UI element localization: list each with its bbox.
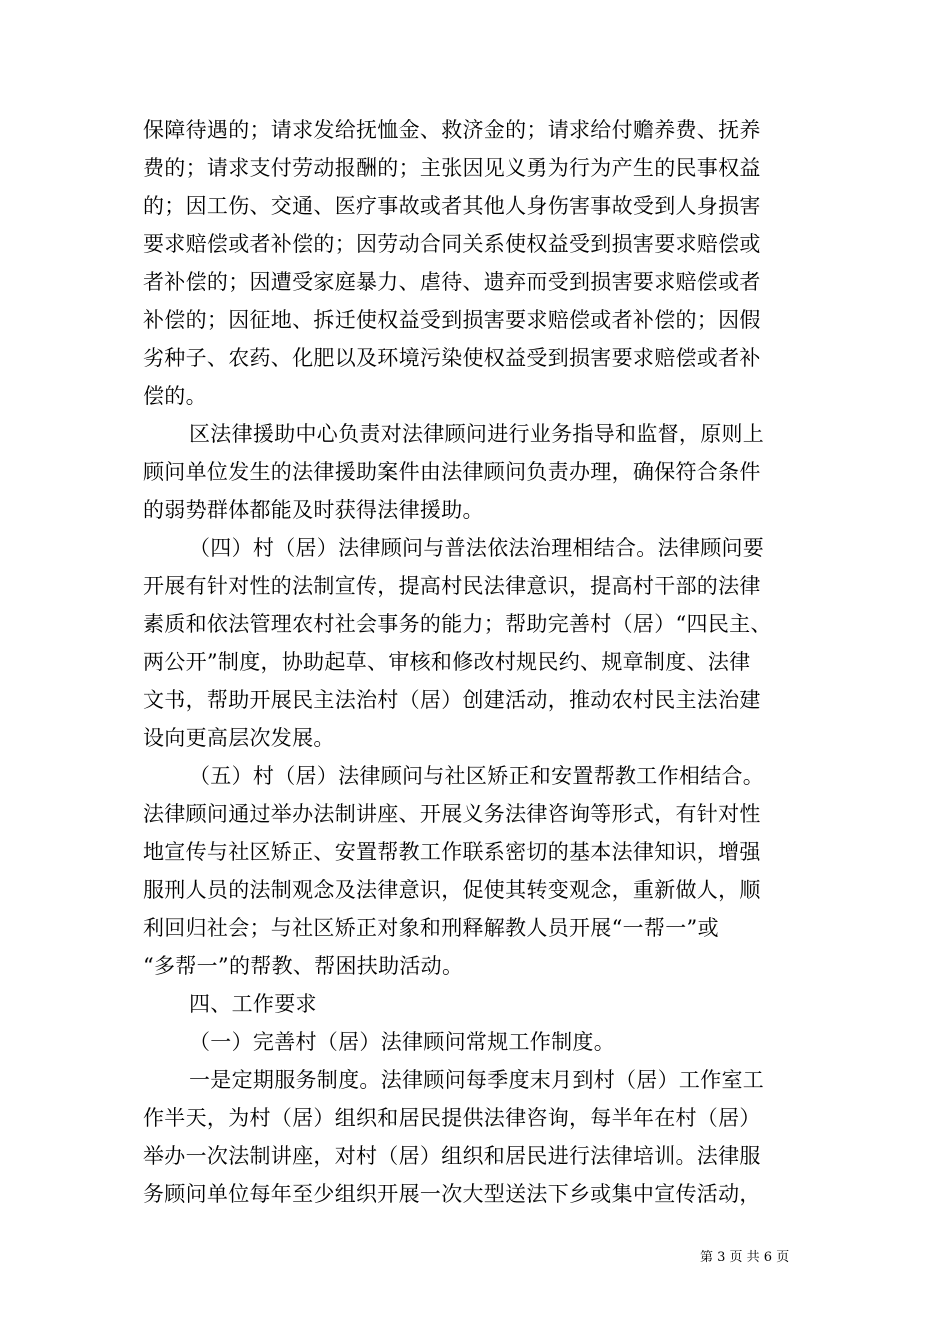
text-line: 要求赔偿或者补偿的；因劳动合同关系使权益受到损害要求赔偿或 <box>143 232 761 256</box>
text-line: 偿的。 <box>143 384 207 408</box>
text-line: 服刑人员的法制观念及法律意识，促使其转变观念，重新做人，顺 <box>143 878 761 902</box>
section-heading: 四、工作要求 <box>189 992 317 1016</box>
paragraph-start-line: （五）村（居）法律顾问与社区矫正和安置帮教工作相结合。 <box>189 764 765 788</box>
paragraph-start-line: （四）村（居）法律顾问与普法依法治理相结合。法律顾问要 <box>189 536 765 560</box>
text-line: “多帮一”的帮教、帮困扶助活动。 <box>143 954 464 978</box>
text-line: 法律顾问通过举办法制讲座、开展义务法律咨询等形式，有针对性 <box>143 802 761 826</box>
text-line: 者补偿的；因遭受家庭暴力、虐待、遗弃而受到损害要求赔偿或者 <box>143 270 761 294</box>
text-line: 举办一次法制讲座，对村（居）组织和居民进行法律培训。法律服 <box>143 1144 761 1168</box>
text-line: 设向更高层次发展。 <box>143 726 335 750</box>
text-line: 作半天，为村（居）组织和居民提供法律咨询，每半年在村（居） <box>143 1106 761 1130</box>
paragraph-start-line: 一是定期服务制度。法律顾问每季度末月到村（居）工作室工 <box>189 1068 765 1092</box>
text-line: 补偿的；因征地、拆迁使权益受到损害要求赔偿或者补偿的；因假 <box>143 308 761 332</box>
text-line: 素质和依法管理农村社会事务的能力；帮助完善村（居）“四民主、 <box>143 612 772 636</box>
text-line: 利回归社会；与社区矫正对象和刑释解教人员开展“一帮一”或 <box>143 916 719 940</box>
text-line: 劣种子、农药、化肥以及环境污染使权益受到损害要求赔偿或者补 <box>143 346 761 370</box>
text-line: 的弱势群体都能及时获得法律援助。 <box>143 498 484 522</box>
document-body <box>143 111 823 1213</box>
page-number: 第 3 页 共 6 页 <box>700 1250 790 1265</box>
text-line: 地宣传与社区矫正、安置帮教工作联系密切的基本法律知识，增强 <box>143 840 761 864</box>
text-line: 文书，帮助开展民主法治村（居）创建活动，推动农村民主法治建 <box>143 688 761 712</box>
subsection-heading: （一）完善村（居）法律顾问常规工作制度。 <box>189 1030 615 1054</box>
paragraph-start-line: 区法律援助中心负责对法律顾问进行业务指导和监督，原则上 <box>189 422 765 446</box>
text-line: 保障待遇的；请求发给抚恤金、救济金的；请求给付赡养费、抚养 <box>143 118 761 142</box>
text-line: 顾问单位发生的法律援助案件由法律顾问负责办理，确保符合条件 <box>143 460 761 484</box>
text-line: 开展有针对性的法制宣传，提高村民法律意识，提高村干部的法律 <box>143 574 761 598</box>
text-line: 两公开”制度，协助起草、审核和修改村规民约、规章制度、法律 <box>143 650 751 674</box>
text-line: 务顾问单位每年至少组织开展一次大型送法下乡或集中宣传活动， <box>143 1182 761 1206</box>
text-line: 的；因工伤、交通、医疗事故或者其他人身伤害事故受到人身损害 <box>143 194 761 218</box>
text-line: 费的；请求支付劳动报酬的；主张因见义勇为行为产生的民事权益 <box>143 156 761 180</box>
